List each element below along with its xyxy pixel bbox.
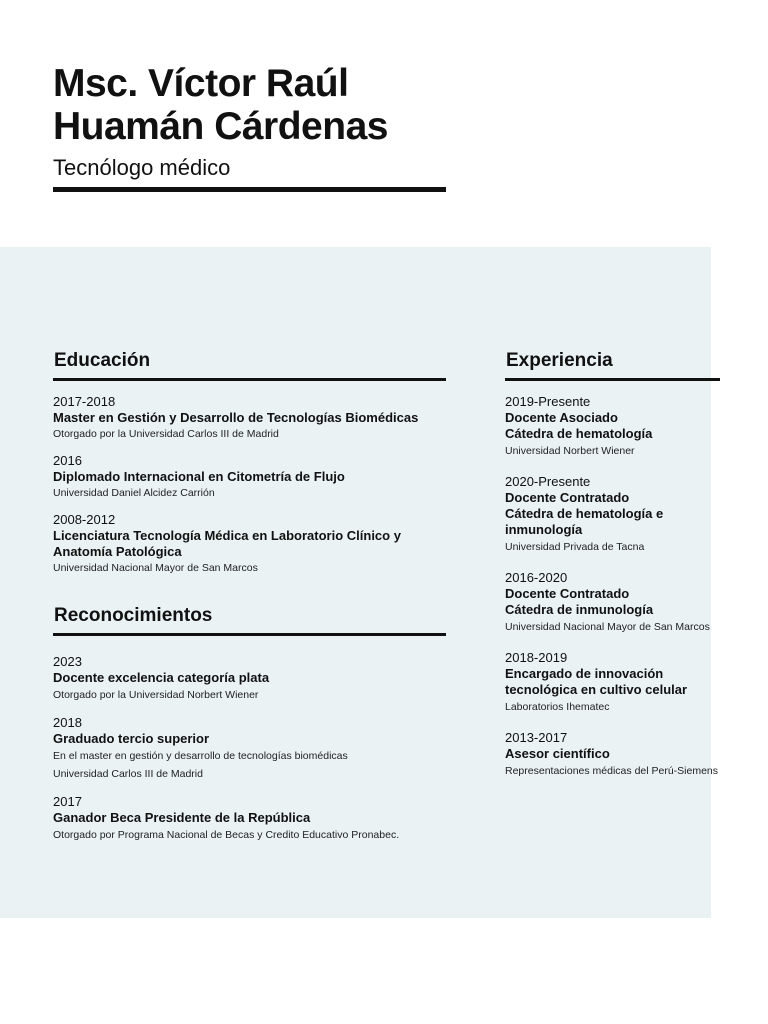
recognitions-entry-year: 2023: [53, 654, 82, 669]
education-entry-year: 2017-2018: [53, 394, 116, 409]
education-section: [53, 350, 446, 587]
education-entry-title: Diplomado Internacional en Citometría de Flujo: [53, 469, 345, 484]
experience-entry-title: Encargado de innovación tecnológica en cultivo celular: [505, 666, 688, 697]
experience-entry: [505, 650, 720, 716]
experience-entry-title: Asesor científico: [505, 746, 610, 761]
education-entry-detail: Universidad Daniel Alcidez Carrión: [53, 487, 215, 499]
experience-entry-year: 2020-Presente: [505, 474, 591, 489]
experience-entry-title: Docente Contratado: [505, 586, 630, 601]
education-entry: [53, 453, 446, 501]
recognitions-entry: [53, 794, 446, 844]
recognitions-entry-detail: Universidad Carlos III de Madrid: [53, 768, 203, 780]
profession-subtitle: Tecnólogo médico: [53, 155, 231, 180]
experience-entry-year: 2016-2020: [505, 570, 568, 585]
experience-entry: [505, 570, 720, 636]
education-divider: [53, 378, 446, 381]
recognitions-entry-year: 2018: [53, 715, 82, 730]
education-entry: [53, 394, 446, 442]
recognitions-entry-title: Ganador Beca Presidente de la República: [53, 810, 311, 825]
resume-header: [53, 62, 446, 192]
experience-entry: [505, 730, 720, 780]
education-entry: [53, 512, 446, 576]
experience-entry-year: 2019-Presente: [505, 394, 591, 409]
education-entry-detail: Universidad Nacional Mayor de San Marcos: [53, 562, 258, 574]
recognitions-entry-detail: En el master en gestión y desarrollo de tecnologías biomédicas: [53, 750, 348, 762]
education-heading: Educación: [54, 350, 151, 371]
recognitions-divider: [53, 633, 446, 636]
experience-entry-year: 2018-2019: [505, 650, 568, 665]
recognitions-entry-title: Docente excelencia categoría plata: [53, 670, 270, 685]
recognitions-heading: Reconocimientos: [54, 605, 213, 626]
experience-entry-detail: Laboratorios Ihematec: [505, 701, 610, 713]
experience-divider: [505, 378, 720, 381]
recognitions-entry: [53, 654, 446, 704]
education-entry-detail: Otorgado por la Universidad Carlos III de Madrid: [53, 428, 279, 440]
education-entry-title: Master en Gestión y Desarrollo de Tecnologías Biomédicas: [53, 410, 419, 425]
experience-entry-detail: Representaciones médicas del Perú-Siemens: [505, 765, 719, 777]
recognitions-entry-detail: Otorgado por la Universidad Norbert Wiener: [53, 689, 259, 701]
recognitions-section: [53, 605, 446, 855]
experience-entry: [505, 394, 720, 460]
experience-heading: Experiencia: [506, 350, 613, 371]
education-list: [53, 394, 446, 576]
recognitions-entry: [53, 715, 446, 783]
experience-entry-detail: Universidad Nacional Mayor de San Marcos: [505, 621, 710, 633]
experience-entry-subtitle: Cátedra de inmunología: [505, 602, 654, 617]
experience-entry: [505, 474, 720, 556]
experience-section: [505, 350, 720, 794]
education-entry-year: 2016: [53, 453, 82, 468]
experience-entry-detail: Universidad Norbert Wiener: [505, 445, 635, 457]
education-entry-year: 2008-2012: [53, 512, 116, 527]
person-name-line1: Msc. Víctor Raúl: [53, 62, 349, 105]
person-name: [53, 62, 446, 148]
person-name-line2: Huamán Cárdenas: [53, 105, 388, 148]
experience-list: [505, 394, 720, 780]
experience-entry-title: Docente Asociado: [505, 410, 618, 425]
recognitions-entry-title: Graduado tercio superior: [53, 731, 210, 746]
header-divider: [53, 187, 446, 192]
experience-entry-subtitle: Cátedra de hematología: [505, 426, 653, 441]
recognitions-list: [53, 654, 446, 844]
experience-entry-year: 2013-2017: [505, 730, 568, 745]
experience-entry-subtitle: Cátedra de hematología e inmunología: [505, 506, 664, 537]
experience-entry-detail: Universidad Privada de Tacna: [505, 541, 645, 553]
education-entry-title: Licenciatura Tecnología Médica en Laboratorio Clínico y Anatomía Patológica: [53, 528, 401, 559]
recognitions-entry-detail: Otorgado por Programa Nacional de Becas y Credito Educativo Pronabec.: [53, 829, 400, 841]
experience-entry-title: Docente Contratado: [505, 490, 630, 505]
recognitions-entry-year: 2017: [53, 794, 82, 809]
